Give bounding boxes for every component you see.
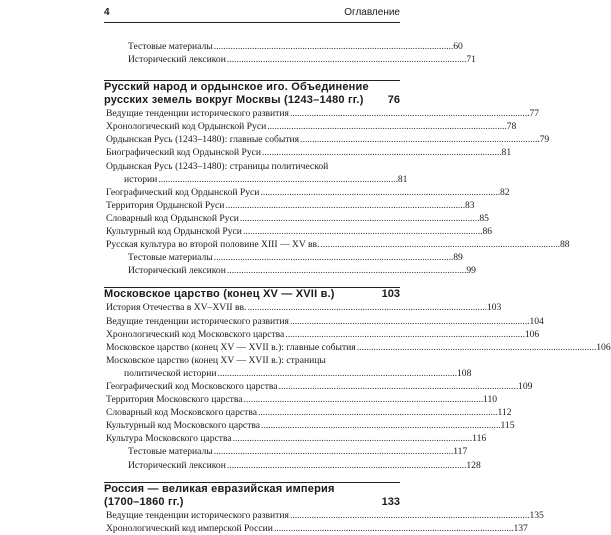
toc-entry[interactable]	[104, 120, 517, 133]
toc-entry-page: 109	[518, 380, 533, 392]
page-header	[104, 4, 400, 23]
toc-entry-label: Территория Московского царства	[106, 394, 243, 406]
dot-leader	[247, 301, 486, 314]
page-number: 4	[104, 7, 110, 18]
toc-section	[104, 287, 611, 471]
toc-entry-page: 81	[397, 173, 408, 185]
toc-entry[interactable]	[104, 354, 472, 380]
toc-entry-label: Территория Ордынской Руси	[106, 199, 225, 211]
toc-entry[interactable]	[104, 459, 481, 472]
section-page: 103	[381, 288, 400, 301]
dot-leader	[267, 120, 506, 133]
toc-entry[interactable]	[104, 522, 528, 535]
dot-leader	[214, 445, 453, 458]
toc-entry-page: 89	[453, 252, 463, 264]
toc-entry-page: 79	[539, 134, 550, 146]
dot-leader	[274, 522, 513, 535]
toc-entry[interactable]	[104, 328, 540, 341]
toc-entry[interactable]	[104, 264, 476, 277]
toc-entry-label: Словарный код Московского царства	[106, 407, 257, 419]
toc-entry-label: Исторический лексикон	[128, 459, 226, 471]
toc-entry[interactable]	[104, 419, 515, 432]
dot-leader	[158, 173, 397, 186]
toc-entry-label: История Отечества в XV–XVII вв.	[106, 302, 247, 314]
dot-leader	[290, 509, 529, 522]
dot-leader	[227, 53, 466, 66]
toc-entry-page: 106	[524, 328, 540, 340]
toc-entry-label: Географический код Ордынской Руси	[106, 186, 260, 198]
toc-entry[interactable]	[104, 225, 493, 238]
toc-entry-label: Ведущие тенденции исторического развития	[106, 509, 289, 521]
toc-entry[interactable]	[104, 107, 540, 120]
toc-entry[interactable]	[104, 146, 512, 159]
section-title-line1[interactable]: Русский народ и ордынское иго. Объединение	[104, 81, 369, 94]
dot-leader	[243, 225, 482, 238]
toc-entry[interactable]	[104, 509, 544, 522]
dot-leader	[357, 341, 596, 354]
toc-entry-page: 81	[501, 147, 512, 159]
toc-entry[interactable]	[104, 199, 475, 212]
toc-entry-label: Словарный код Ордынской Руси	[106, 212, 239, 224]
toc-entry-page: 115	[500, 420, 515, 432]
toc-entry-page: 78	[506, 121, 517, 133]
dot-leader	[214, 40, 453, 53]
dot-leader	[279, 380, 518, 393]
toc-entry-label: Тестовые материалы	[128, 41, 213, 52]
toc-entry-label: Биографический код Ордынской Руси	[106, 147, 262, 159]
toc-entry-page: 112	[497, 407, 512, 419]
toc-entry-page: 103	[486, 302, 502, 314]
toc-entry[interactable]	[104, 160, 408, 186]
running-title: Оглавление	[344, 7, 400, 18]
section-page: 133	[381, 495, 400, 508]
toc-entry[interactable]	[104, 186, 510, 199]
toc-entry-label-cont: истории	[124, 173, 158, 185]
toc-entry-label: Исторический лексикон	[128, 265, 226, 277]
toc-entry-label: Культурный код Московского царства	[106, 420, 261, 432]
toc-entry-label: Московское царство (конец XV — XVII в.): страницы	[106, 354, 326, 366]
toc-entry-page: 135	[529, 509, 544, 521]
dot-leader	[227, 264, 466, 277]
dot-leader	[260, 186, 499, 199]
dot-leader	[233, 432, 472, 445]
dot-leader	[300, 133, 539, 146]
toc-entry-page: 88	[559, 239, 570, 251]
toc-entry-page: 104	[529, 315, 544, 327]
toc-entry-label-cont: политической истории	[124, 367, 217, 379]
section-title-line1[interactable]: Россия — великая евразийская империя	[104, 482, 335, 495]
toc-entry[interactable]	[104, 393, 498, 406]
toc-section	[104, 482, 544, 535]
dot-leader	[262, 146, 501, 159]
toc-entry-page: 71	[466, 54, 476, 66]
toc-entry-page: 86	[482, 226, 493, 238]
toc-entry-page: 108	[456, 367, 472, 379]
toc-entry[interactable]	[104, 315, 544, 328]
toc-entry-page: 60	[453, 41, 463, 52]
toc-entry-page: 128	[466, 459, 481, 471]
toc-entry-page: 83	[464, 199, 475, 211]
toc-entry-label: Хронологический код имперской России	[106, 522, 273, 534]
toc-entry[interactable]	[104, 238, 570, 251]
toc-entry-page: 137	[513, 522, 528, 534]
toc-entry-label: Культура Московского царства	[106, 433, 232, 445]
toc-entry-label: Ведущие тенденции исторического развития	[106, 315, 289, 327]
toc-entry-label: Тестовые материалы	[128, 252, 213, 264]
toc-entry[interactable]	[104, 40, 463, 53]
dot-leader	[320, 238, 559, 251]
dot-leader	[227, 459, 466, 472]
toc-entry-label: Ведущие тенденции исторического развития	[106, 108, 289, 120]
toc-entry-label: Исторический лексикон	[128, 54, 226, 66]
toc-entry-label: Географический код Московского царства	[106, 380, 278, 392]
dot-leader	[225, 199, 464, 212]
toc-entry[interactable]	[104, 251, 463, 264]
toc-entry-label: Хронологический код Ордынской Руси	[106, 121, 267, 133]
toc-entry-label: Культурный код Ордынской Руси	[106, 226, 242, 238]
toc-section	[104, 80, 570, 277]
toc-entry[interactable]	[104, 212, 489, 225]
toc-entry-page: 106	[596, 341, 611, 353]
toc-entry[interactable]	[104, 380, 533, 393]
toc-entry-page: 82	[499, 186, 510, 198]
dot-leader	[290, 107, 529, 120]
toc-entry-label: Московское царство (конец XV — XVII в.): главные события	[106, 341, 356, 353]
dot-leader	[240, 212, 479, 225]
toc-entry-label: Ордынская Русь (1243–1480): главные события	[106, 134, 300, 146]
dot-leader	[290, 315, 529, 328]
section-title-line2[interactable]: (1700–1860 гг.)	[104, 495, 184, 508]
toc-entry[interactable]	[104, 406, 512, 419]
toc-entry[interactable]	[104, 432, 487, 445]
dot-leader	[261, 419, 500, 432]
toc-entry-page: 85	[479, 212, 489, 224]
toc-entry-page: 117	[453, 446, 468, 458]
dot-leader	[217, 367, 456, 380]
section-title-line2[interactable]: русских земель вокруг Москвы (1243–1480 гг.)	[104, 94, 364, 107]
toc-entry[interactable]	[104, 133, 550, 146]
toc-entry[interactable]	[104, 341, 611, 354]
dot-leader	[214, 251, 453, 264]
toc-entry[interactable]	[104, 301, 502, 314]
toc-entry-label: Тестовые материалы	[128, 446, 213, 458]
toc-entry-label: Хронологический код Московского царства	[106, 328, 285, 340]
toc-entry-label: Русская культура во второй половине XIII — XV вв.	[106, 239, 320, 251]
dot-leader	[258, 406, 497, 419]
toc-entry-page: 110	[483, 394, 498, 406]
toc-entry-label: Ордынская Русь (1243–1480): страницы политической	[106, 160, 329, 172]
dot-leader	[285, 328, 524, 341]
table-of-contents	[104, 40, 611, 535]
dot-leader	[244, 393, 483, 406]
toc-entry-page: 116	[472, 433, 487, 445]
toc-entry[interactable]	[104, 445, 468, 458]
section-page: 76	[387, 94, 400, 107]
toc-entry-page: 77	[529, 108, 540, 120]
toc-entry-page: 99	[466, 265, 476, 277]
toc-entry[interactable]	[104, 53, 476, 66]
section-title-line1[interactable]: Московское царство (конец XV — XVII в.)	[104, 288, 335, 301]
